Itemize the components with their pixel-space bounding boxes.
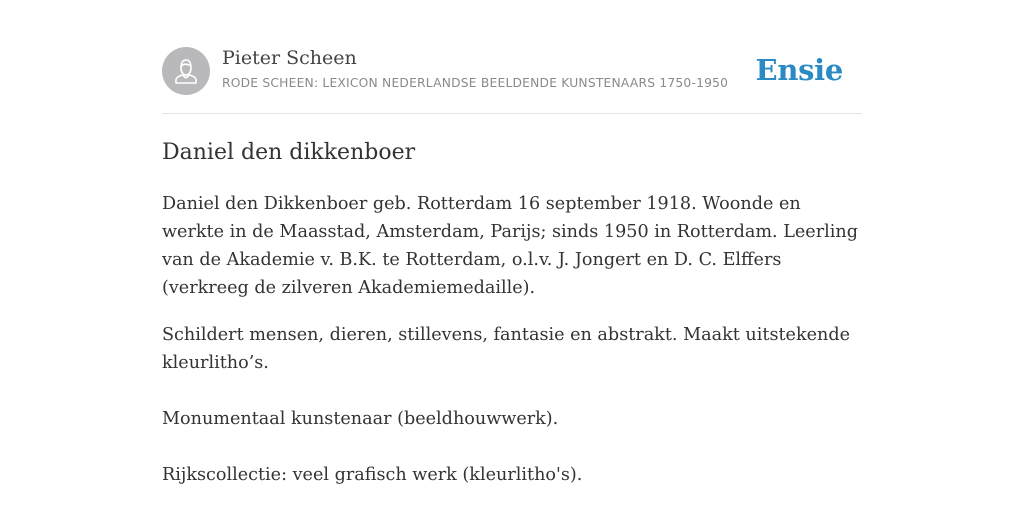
author-header xyxy=(162,47,862,97)
article-card xyxy=(162,0,862,512)
article-body xyxy=(162,190,862,517)
author-name[interactable]: Pieter Scheen xyxy=(222,47,357,69)
paragraph-collection: Rijkscollectie: veel grafisch werk (kleurlitho's). xyxy=(162,465,583,485)
user-silhouette-icon xyxy=(162,47,210,95)
paragraph-biography: Daniel den Dikkenboer geb. Rotterdam 16 september 1918. Woonde en werkte in de Maasstad, Amsterdam, Parijs; sinds 1950 in Rotterdam. Leerling van de Akademie v. B.K. te Rotterdam, o.l.v. J. Jongert en D. C. Elffers (verkreeg de zilveren Akademiemedaille). xyxy=(162,194,858,298)
page-title: Daniel den dikkenboer xyxy=(162,140,416,165)
ensie-logo[interactable]: Ensie xyxy=(755,53,843,87)
source-title: RODE SCHEEN: LEXICON NEDERLANDSE BEELDENDE KUNSTENAARS 1750-1950 xyxy=(222,76,729,90)
header-divider xyxy=(162,113,862,114)
paragraph-subjects: Schildert mensen, dieren, stillevens, fantasie en abstrakt. Maakt uitstekende kleurlitho’s. xyxy=(162,325,851,373)
avatar[interactable] xyxy=(162,47,210,95)
paragraph-monumental: Monumentaal kunstenaar (beeldhouwwerk). xyxy=(162,409,559,429)
